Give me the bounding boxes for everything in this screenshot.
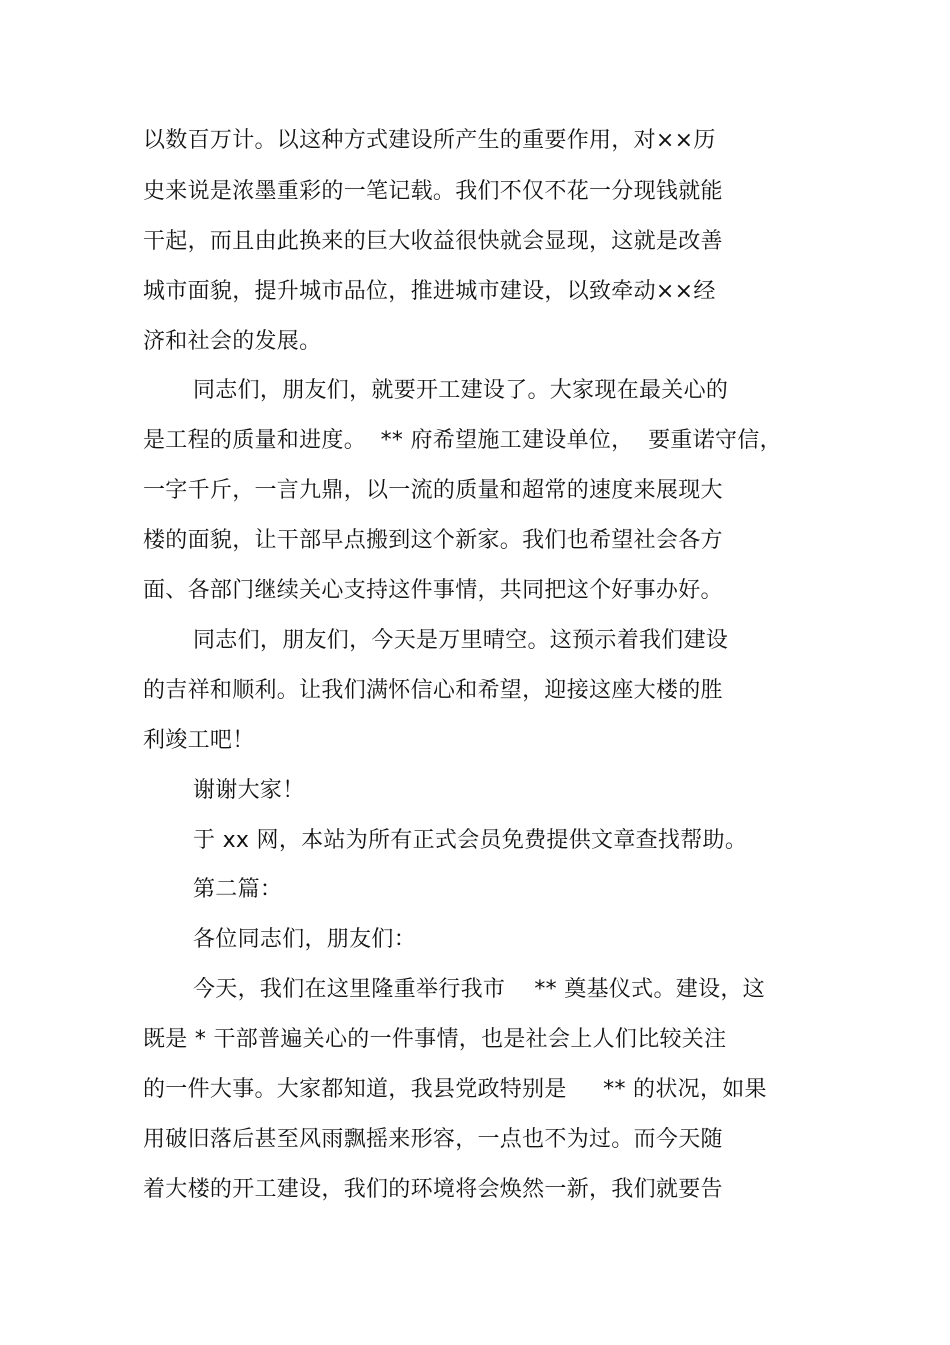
- text-line: 用破旧落后甚至风雨飘摇来形容，一点也不为过。而今天随: [143, 1127, 723, 1152]
- text-line: 着大楼的开工建设，我们的环境将会焕然一新，我们就要告: [143, 1177, 723, 1202]
- text-line: 济和社会的发展。: [143, 329, 322, 354]
- text-line: 史来说是浓墨重彩的一笔记载。我们不仅不花一分现钱就能: [143, 179, 723, 204]
- paragraph-first-line: 同志们，朋友们，今天是万里晴空。这预示着我们建设: [193, 628, 729, 653]
- text-line: 楼的面貌，让干部早点搬到这个新家。我们也希望社会各方: [143, 528, 723, 553]
- text-line: 城市面貌，提升城市品位，推进城市建设，以致牵动××经: [143, 279, 716, 304]
- closing-line: 谢谢大家！: [193, 778, 305, 803]
- text-line: 面、各部门继续关心支持这件事情，共同把这个好事办好。: [143, 578, 723, 603]
- text-line: 是工程的质量和进度。 ** 府希望施工建设单位， 要重诺守信，: [143, 428, 782, 453]
- text-line: 以数百万计。以这种方式建设所产生的重要作用，对××历: [143, 128, 716, 153]
- text-line: 干起，而且由此换来的巨大收益很快就会显现，这就是改善: [143, 229, 723, 254]
- salutation: 各位同志们，朋友们：: [193, 927, 417, 952]
- paragraph-first-line: 今天，我们在这里隆重举行我市 ** 奠基仪式。建设，这: [193, 977, 765, 1002]
- text-line: 一字千斤，一言九鼎，以一流的质量和超常的速度来展现大: [143, 478, 723, 503]
- paragraph-first-line: 同志们，朋友们，就要开工建设了。大家现在最关心的: [193, 378, 729, 403]
- text-line: 既是 * 干部普遍关心的一件事情，也是社会上人们比较关注: [143, 1027, 727, 1052]
- section-heading: 第二篇：: [193, 877, 283, 902]
- text-line: 利竣工吧！: [143, 728, 255, 753]
- source-note: 于 xx 网，本站为所有正式会员免费提供文章查找帮助。: [193, 828, 748, 853]
- text-line: 的一件大事。大家都知道，我县党政特别是 ** 的状况，如果: [143, 1077, 767, 1102]
- text-line: 的吉祥和顺利。让我们满怀信心和希望，迎接这座大楼的胜: [143, 678, 723, 703]
